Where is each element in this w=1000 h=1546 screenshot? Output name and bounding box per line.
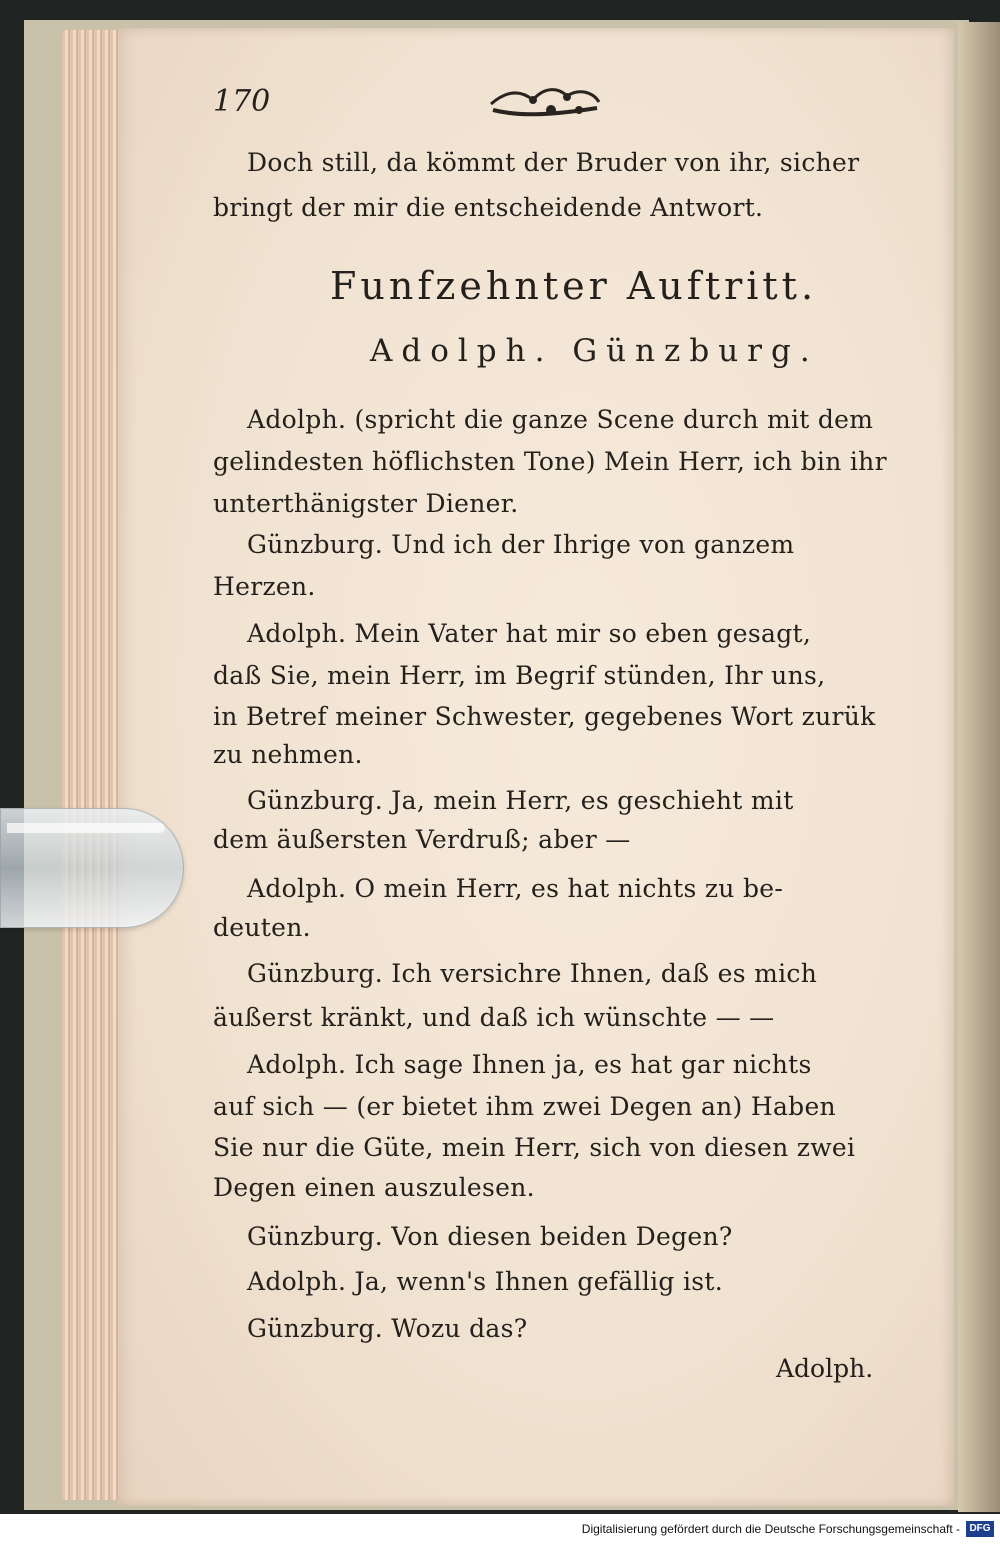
text-line: Günzburg. Ja, mein Herr, es geschieht mit bbox=[247, 786, 794, 815]
text-line: in Betref meiner Schwester, gegebenes Wort zurük bbox=[213, 702, 876, 731]
text-line: Adolph. (spricht die ganze Scene durch mit dem bbox=[247, 405, 874, 434]
book-page-edges bbox=[62, 30, 124, 1500]
catchword: Adolph. bbox=[776, 1354, 874, 1383]
bookmark-clip bbox=[0, 808, 184, 928]
scene-cast: Adolph. Günzburg. bbox=[370, 333, 819, 369]
text-line: Günzburg. Ich versichre Ihnen, daß es mich bbox=[247, 959, 818, 988]
ornament-icon bbox=[487, 80, 603, 124]
text-line: gelindesten höflichsten Tone) Mein Herr, ich bin ihr bbox=[213, 447, 887, 476]
scene-heading: Funfzehnter Auftritt. bbox=[330, 264, 818, 308]
text-line: Adolph. Mein Vater hat mir so eben gesagt, bbox=[247, 619, 812, 648]
text-line: bringt der mir die entscheidende Antwort. bbox=[213, 193, 764, 222]
text-line: Günzburg. Und ich der Ihrige von ganzem bbox=[247, 530, 795, 559]
text-line: auf sich — (er bietet ihm zwei Degen an) Haben bbox=[213, 1092, 836, 1121]
text-line: unterthänigster Diener. bbox=[213, 489, 519, 518]
text-line: Degen einen auszulesen. bbox=[213, 1173, 535, 1202]
text-line: Adolph. O mein Herr, es hat nichts zu be- bbox=[247, 874, 784, 903]
dfg-logo: DFG bbox=[966, 1521, 994, 1537]
text-line: äußerst kränkt, und daß ich wünschte — — bbox=[213, 1003, 775, 1032]
text-line: Sie nur die Güte, mein Herr, sich von diesen zwei bbox=[213, 1133, 856, 1162]
footer-bar bbox=[0, 1514, 1000, 1546]
text-line: Adolph. Ich sage Ihnen ja, es hat gar nichts bbox=[247, 1050, 812, 1079]
text-line: Doch still, da kömmt der Bruder von ihr, sicher bbox=[247, 148, 860, 177]
text-line: Herzen. bbox=[213, 572, 316, 601]
text-line: Günzburg. Von diesen beiden Degen? bbox=[247, 1222, 733, 1251]
text-line: Günzburg. Wozu das? bbox=[247, 1314, 528, 1343]
text-line: Adolph. Ja, wenn's Ihnen gefällig ist. bbox=[247, 1267, 723, 1296]
text-line: daß Sie, mein Herr, im Begrif stünden, Ihr uns, bbox=[213, 661, 826, 690]
text-line: dem äußersten Verdruß; aber — bbox=[213, 825, 631, 854]
page-number: 170 bbox=[213, 84, 271, 119]
facing-page-edge bbox=[958, 22, 1000, 1512]
text-line: zu nehmen. bbox=[213, 740, 363, 769]
text-line: deuten. bbox=[213, 913, 311, 942]
footer-credit: Digitalisierung gefördert durch die Deutsche Forschungsgemeinschaft - bbox=[581, 1522, 960, 1536]
